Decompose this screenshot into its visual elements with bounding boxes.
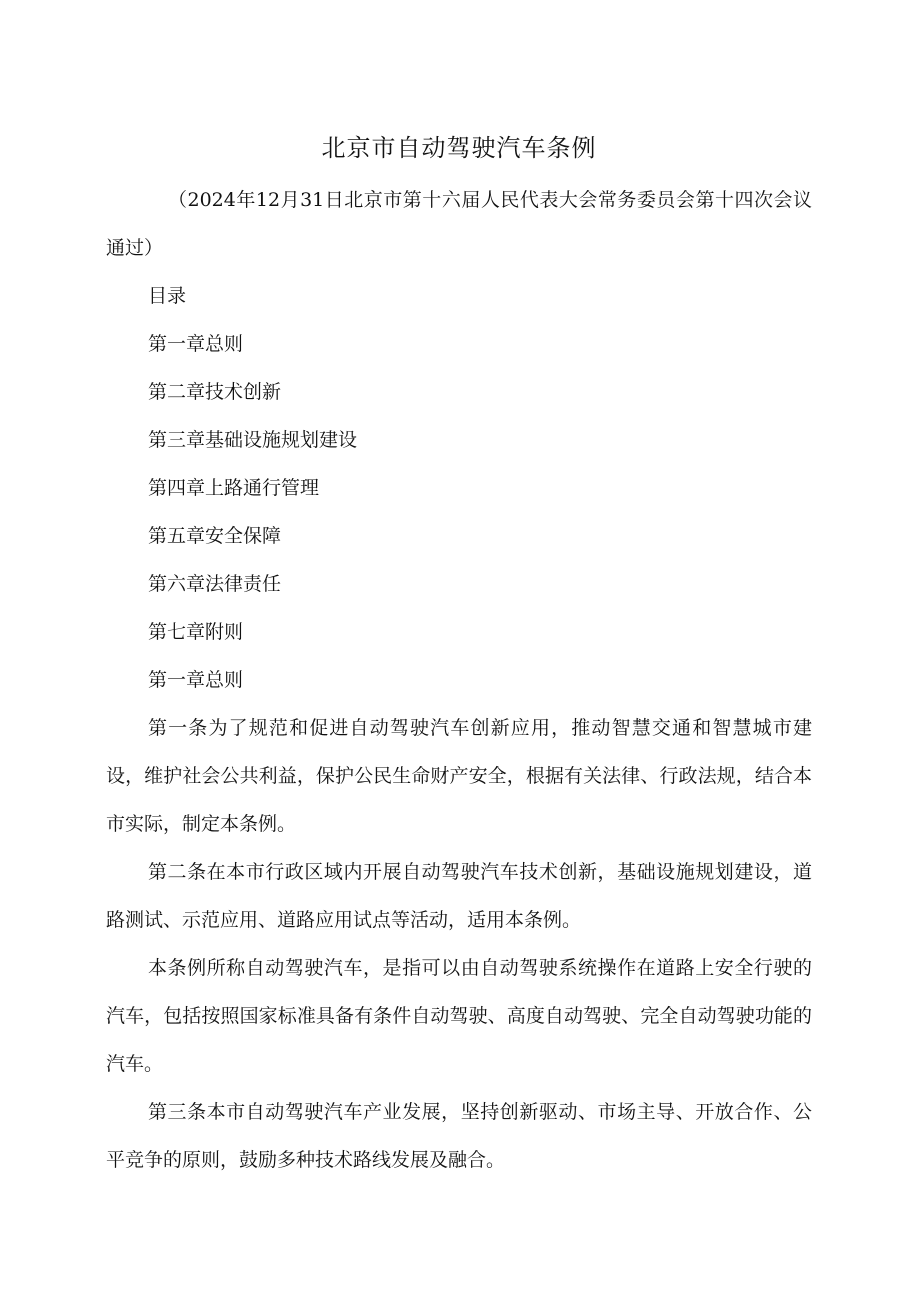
- toc-item: 第四章上路通行管理: [148, 477, 320, 499]
- chapter-heading: 第一章总则: [148, 669, 244, 691]
- toc-item: 第五章安全保障: [148, 525, 282, 547]
- toc-item: 第六章法律责任: [148, 573, 282, 595]
- article-paragraph: 第一条为了规范和促进自动驾驶汽车创新应用，推动智慧交通和智慧城市建设，维护社会公共利益，保护公民生命财产安全，根据有关法律、行政法规，结合本市实际，制定本条例。: [106, 717, 812, 835]
- article-paragraph: 第二条在本市行政区域内开展自动驾驶汽车技术创新，基础设施规划建设，道路测试、示范应用、道路应用试点等活动，适用本条例。: [106, 861, 812, 931]
- adoption-note: （2024年12月31日北京市第十六届人民代表大会常务委员会第十四次会议通过）: [106, 189, 812, 259]
- document-page: [106, 128, 812, 1184]
- toc-item: 第三章基础设施规划建设: [148, 429, 358, 451]
- toc-item: 第一章总则: [148, 333, 244, 355]
- document-title: 北京市自动驾驶汽车条例: [321, 134, 597, 162]
- toc-item: 第七章附则: [148, 621, 244, 643]
- toc-item: 第二章技术创新: [148, 381, 282, 403]
- article-paragraph: 第三条本市自动驾驶汽车产业发展，坚持创新驱动、市场主导、开放合作、公平竞争的原则，鼓励多种技术路线发展及融合。: [106, 1101, 812, 1171]
- toc-heading: 目录: [148, 285, 187, 307]
- table-of-contents: [106, 320, 812, 656]
- article-paragraph: 本条例所称自动驾驶汽车，是指可以由自动驾驶系统操作在道路上安全行驶的汽车，包括按照国家标准具备有条件自动驾驶、高度自动驾驶、完全自动驾驶功能的汽车。: [106, 957, 812, 1075]
